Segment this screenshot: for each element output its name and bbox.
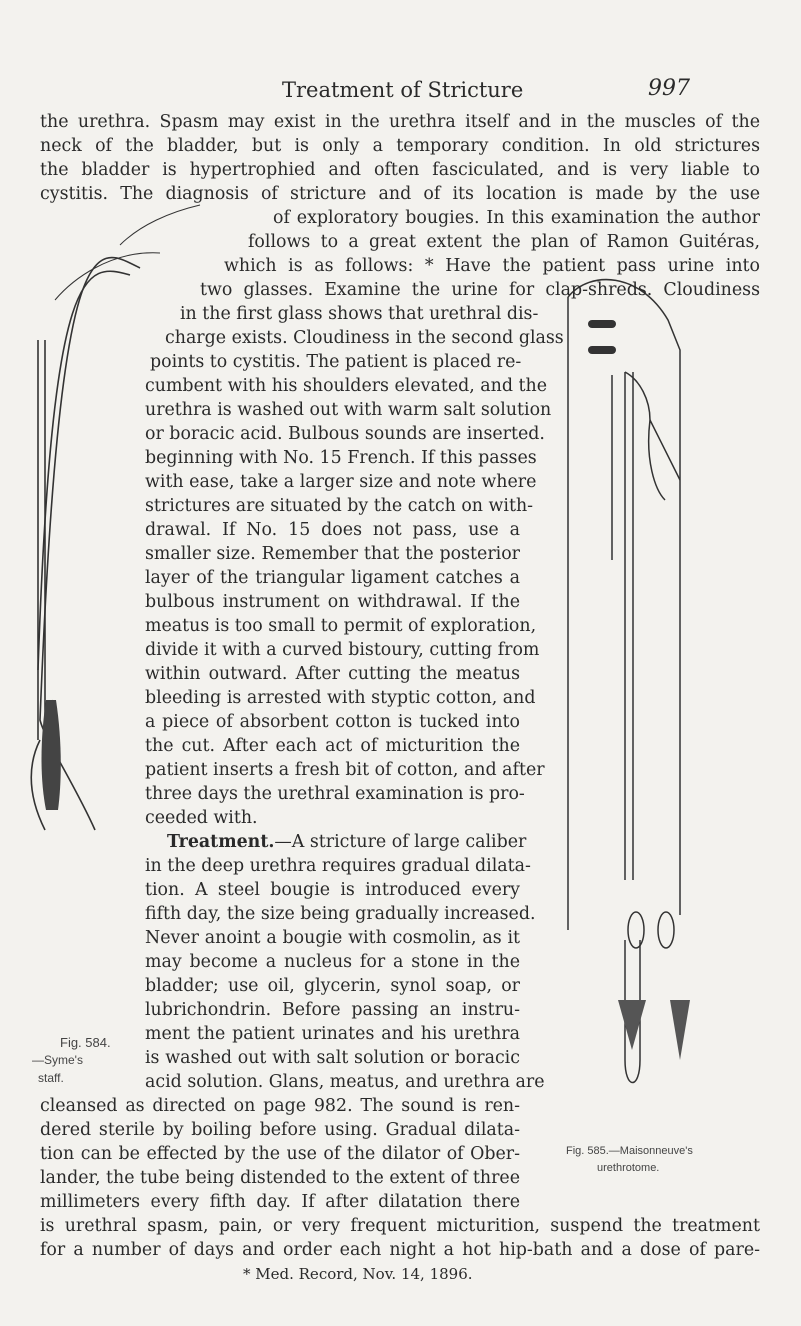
body-line: beginning with No. 15 French. If this passes (145, 448, 537, 468)
body-line: or boracic acid. Bulbous sounds are inserted. (145, 424, 545, 444)
body-line: bulbous instrument on withdrawal. If the (145, 592, 520, 612)
figure-585-caption-line: urethrotome. (597, 1162, 660, 1174)
body-line: cleansed as directed on page 982. The sound is ren- (40, 1096, 520, 1116)
body-line: with ease, take a larger size and note where (145, 472, 537, 492)
body-line: acid solution. Glans, meatus, and urethra are (145, 1072, 545, 1092)
body-line: follows to a great extent the plan of Ramon Guitéras, (248, 232, 760, 252)
body-line: within outward. After cutting the meatus (145, 664, 520, 684)
body-line: cystitis. The diagnosis of stricture and of its location is made by the use (40, 184, 760, 204)
body-line: of exploratory bougies. In this examination the author (273, 208, 760, 228)
section-heading: Treatment. (167, 832, 275, 852)
body-line: in the deep urethra requires gradual dilata- (145, 856, 531, 876)
body-line: patient inserts a fresh bit of cotton, and after (145, 760, 545, 780)
figure-584-caption-line: staff. (38, 1071, 64, 1085)
page-number: 997 (648, 76, 690, 101)
body-line: tion. A steel bougie is introduced every (145, 880, 520, 900)
page-title: Treatment of Stricture (282, 78, 524, 102)
body-line: layer of the triangular ligament catches a (145, 568, 520, 588)
body-line: bleeding is arrested with styptic cotton, and (145, 688, 536, 708)
body-line: lubrichondrin. Before passing an instru- (145, 1000, 520, 1020)
body-line: is washed out with salt solution or boracic (145, 1048, 520, 1068)
body-line: tion can be effected by the use of the dilator of Ober- (40, 1144, 520, 1164)
body-line: Never anoint a bougie with cosmolin, as it (145, 928, 520, 948)
footnote: * Med. Record, Nov. 14, 1896. (243, 1265, 473, 1283)
body-line: in the first glass shows that urethral dis- (180, 304, 539, 324)
body-line: ceeded with. (145, 808, 258, 828)
body-line: neck of the bladder, but is only a temporary condition. In old strictures (40, 136, 760, 156)
body-line: the urethra. Spasm may exist in the urethra itself and in the muscles of the (40, 112, 760, 132)
body-line: is urethral spasm, pain, or very frequent micturition, suspend the treatment (40, 1216, 760, 1236)
figure-584-caption-line: Fig. 584. (60, 1035, 111, 1050)
figure-584-caption-line: —Syme's (32, 1053, 83, 1067)
body-line: for a number of days and order each night a hot hip-bath and a dose of pare- (40, 1240, 760, 1260)
body-line: smaller size. Remember that the posterior (145, 544, 520, 564)
body-line: the bladder is hypertrophied and often fasciculated, and is very liable to (40, 160, 760, 180)
body-line: the cut. After each act of micturition the (145, 736, 520, 756)
body-line: divide it with a curved bistoury, cutting from (145, 640, 540, 660)
body-line: dered sterile by boiling before using. Gradual dilata- (40, 1120, 520, 1140)
body-line: cumbent with his shoulders elevated, and the (145, 376, 548, 396)
body-line: charge exists. Cloudiness in the second glass (165, 328, 564, 348)
body-line: fifth day, the size being gradually increased. (145, 904, 536, 924)
body-line: urethra is washed out with warm salt solution (145, 400, 552, 420)
body-line: two glasses. Examine the urine for clap-shreds. Cloudiness (200, 280, 760, 300)
body-line: may become a nucleus for a stone in the (145, 952, 520, 972)
body-line: strictures are situated by the catch on with- (145, 496, 534, 516)
body-line: meatus is too small to permit of exploration, (145, 616, 537, 636)
body-line: drawal. If No. 15 does not pass, use a (145, 520, 520, 540)
figure-585-caption-line: Fig. 585.—Maisonneuve's (566, 1145, 693, 1157)
treatment-paragraph-line: Treatment.—A stricture of large caliber (167, 832, 527, 852)
body-line: which is as follows: * Have the patient pass urine into (224, 256, 760, 276)
body-line: ment the patient urinates and his urethra (145, 1024, 520, 1044)
body-line: a piece of absorbent cotton is tucked into (145, 712, 520, 732)
body-line: bladder; use oil, glycerin, synol soap, or (145, 976, 520, 996)
body-line: millimeters every fifth day. If after dilatation there (40, 1192, 520, 1212)
body-line: lander, the tube being distended to the extent of three (40, 1168, 520, 1188)
body-line: three days the urethral examination is pro- (145, 784, 525, 804)
body-line: points to cystitis. The patient is placed re- (150, 352, 522, 372)
